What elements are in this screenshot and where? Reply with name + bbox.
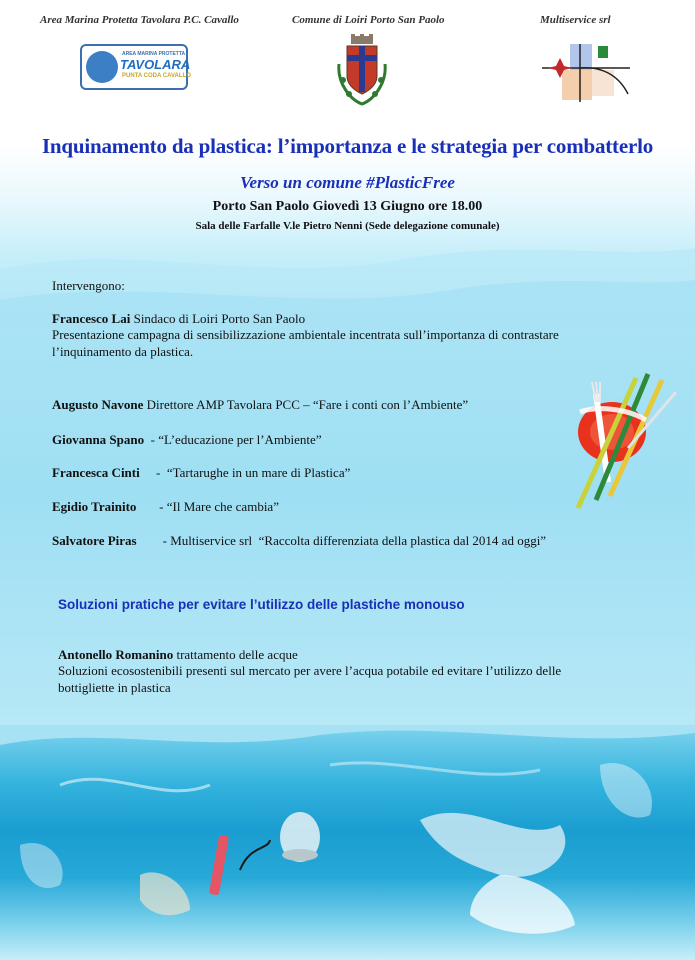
solutions-heading: Soluzioni pratiche per evitare l’utilizzo delle plastiche monouso <box>58 597 465 612</box>
org-comune-loiri: Comune di Loiri Porto San Paolo <box>292 14 445 26</box>
speaker-talk: - “Tartarughe in un mare di Plastica” <box>139 465 351 480</box>
speaker-description: l’inquinamento da plastica. <box>52 344 194 359</box>
speaker-talk: - Multiservice srl “Raccolta differenziata della plastica dal 2014 ad oggi” <box>136 533 547 548</box>
speaker-row <box>52 533 546 549</box>
speaker-talk: trattamento delle acque <box>173 647 298 662</box>
speaker-name: Augusto Navone <box>52 397 144 412</box>
speaker-name: Antonello Romanino <box>58 647 174 662</box>
event-venue: Sala delle Farfalle V.le Pietro Nenni (Sede delegazione comunale) <box>195 220 500 232</box>
amp-logo-line3: PUNTA CODA CAVALLO <box>122 73 191 79</box>
speaker-row <box>52 465 350 481</box>
no-plastic-straws-icon <box>566 372 682 514</box>
speaker-name: Salvatore Piras <box>52 533 137 548</box>
amp-emblem-icon <box>86 51 118 83</box>
speaker-name: Francesco Lai <box>52 311 131 326</box>
speaker-name: Egidio Trainito <box>52 499 137 514</box>
speaker-talk: Direttore AMP Tavolara PCC – “Fare i conti con l’Ambiente” <box>143 397 469 412</box>
speaker-name: Francesca Cinti <box>52 465 140 480</box>
amp-logo-line2: TAVOLARA <box>120 57 191 72</box>
event-date: Porto San Paolo Giovedì 13 Giugno ore 18.00 <box>212 199 483 214</box>
speaker-description: bottigliette in plastica <box>58 680 171 695</box>
speaker-row <box>52 311 305 327</box>
speaker-description: Soluzioni ecosostenibili presenti sul mercato per avere l’acqua potabile ed evitare l’utilizzo delle <box>58 663 562 678</box>
speaker-name: Giovanna Spano <box>52 432 145 447</box>
plastic-in-sea-illustration <box>0 725 695 960</box>
plastic-bag-icon <box>420 813 565 877</box>
org-amp-tavolara: Area Marina Protetta Tavolara P.C. Cavallo <box>40 14 239 26</box>
speaker-description: Presentazione campagna di sensibilizzazione ambientale incentrata sull’importanza di contrastare <box>52 327 559 342</box>
event-subtitle: Verso un comune #PlasticFree <box>240 173 455 192</box>
speaker-talk: Sindaco di Loiri Porto San Paolo <box>130 311 306 326</box>
event-title: Inquinamento da plastica: l’importanza e le strategia per combatterlo <box>41 134 654 158</box>
multiservice-logo-icon <box>540 40 632 104</box>
amp-tavolara-logo <box>80 44 191 90</box>
speaker-row <box>58 647 298 663</box>
org-multiservice: Multiservice srl <box>540 14 611 26</box>
speaker-row <box>52 432 322 448</box>
speaker-talk: - “Il Mare che cambia” <box>136 499 279 514</box>
speaker-row <box>52 397 468 413</box>
speaker-talk: - “L’educazione per l’Ambiente” <box>144 432 322 447</box>
amp-logo-line1: AREA MARINA PROTETTA <box>122 51 186 57</box>
straw-icon <box>209 835 229 896</box>
comune-crest-icon <box>333 34 391 108</box>
speakers-intro: Intervengono: <box>52 278 125 293</box>
speaker-row <box>52 499 279 515</box>
